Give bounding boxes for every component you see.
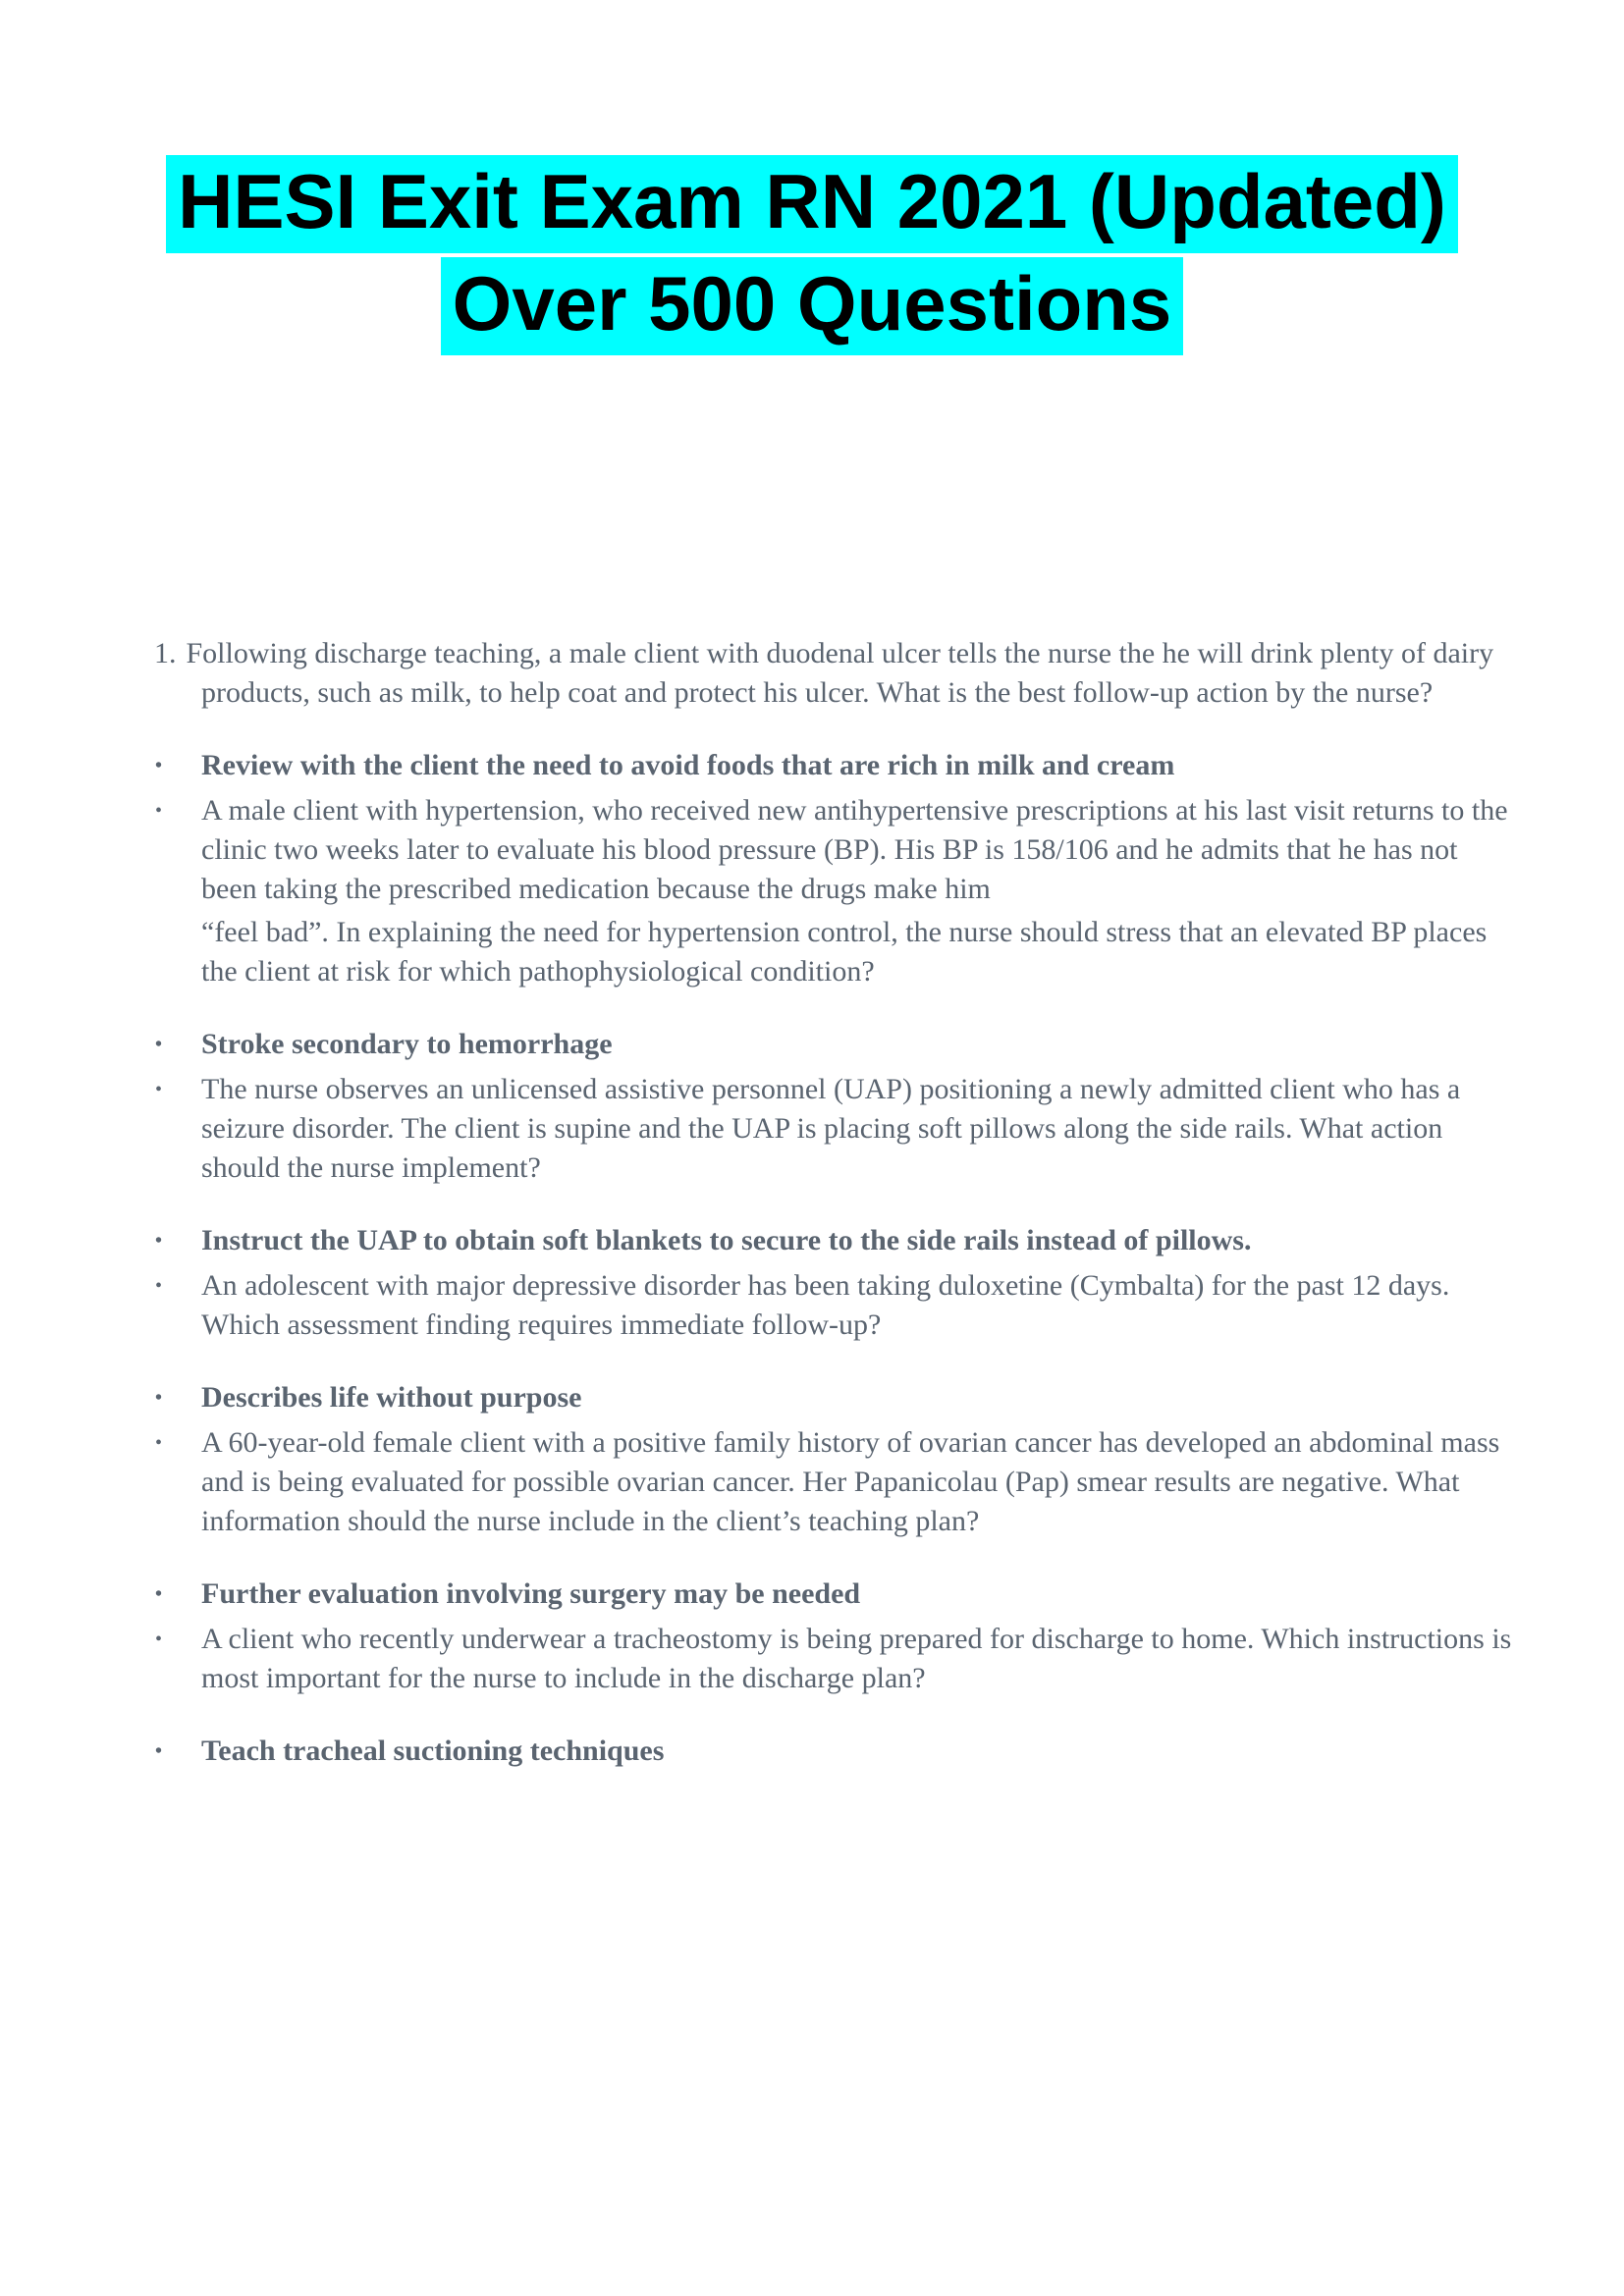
numbered-question <box>154 634 1517 713</box>
bullet-icon: • <box>155 1078 163 1100</box>
title-highlight-2: Over 500 Questions <box>441 257 1184 355</box>
bullet-icon: • <box>155 799 163 822</box>
answer-item <box>155 1378 1517 1417</box>
question-item <box>155 1620 1517 1698</box>
question-number: 1. <box>154 636 177 669</box>
bullet-icon: • <box>155 754 163 776</box>
question-item <box>155 1266 1517 1345</box>
question-item <box>155 1423 1517 1541</box>
bullet-icon: • <box>155 1739 163 1762</box>
answer-item <box>155 746 1517 785</box>
question-text: A client who recently underwear a tracheostomy is being prepared for discharge to home. Which instructions is most important for the nurse to include in the discharge plan? <box>201 1622 1512 1694</box>
answer-item <box>155 1221 1517 1260</box>
question-list <box>0 634 1624 1771</box>
answer-text: Teach tracheal suctioning techniques <box>201 1734 665 1767</box>
question-item <box>155 1070 1517 1188</box>
question-text: A 60-year-old female client with a positive family history of ovarian cancer has developed an abdominal mass and is being evaluated for possible ovarian cancer. Her Papanicolau (Pap) smear results are negative. What information should the nurse include in the client’s teaching plan? <box>201 1425 1500 1537</box>
bullet-icon: • <box>155 1033 163 1055</box>
bullet-icon: • <box>155 1628 163 1650</box>
bullet-icon: • <box>155 1274 163 1297</box>
question-text: The nurse observes an unlicensed assistive personnel (UAP) positioning a newly admitted client who has a seizure disorder. The client is supine and the UAP is placing soft pillows along the side rails. What action should the nurse implement? <box>201 1072 1461 1184</box>
title-line-2 <box>0 257 1624 355</box>
title-highlight-1: HESI Exit Exam RN 2021 (Updated) <box>166 155 1458 253</box>
answer-item <box>155 1732 1517 1771</box>
question-item <box>155 791 1517 991</box>
answer-text: Further evaluation involving surgery may be needed <box>201 1576 861 1610</box>
question-text: A male client with hypertension, who received new antihypertensive prescriptions at his last visit returns to the clinic two weeks later to evaluate his blood pressure (BP). His BP is 158/106 and he admits that he has not been taking the prescribed medication because the drugs make him <box>201 793 1508 905</box>
answer-text: Describes life without purpose <box>201 1380 582 1414</box>
question-text: Following discharge teaching, a male client with duodenal ulcer tells the nurse the he will drink plenty of dairy products, such as milk, to help coat and protect his ulcer. What is the best follow-up action by the nurse? <box>186 636 1494 709</box>
bullet-icon: • <box>155 1582 163 1605</box>
answer-item <box>155 1575 1517 1614</box>
bullet-icon: • <box>155 1386 163 1409</box>
answer-text: Stroke secondary to hemorrhage <box>201 1027 613 1060</box>
question-text: An adolescent with major depressive disorder has been taking duloxetine (Cymbalta) for the past 12 days. Which assessment finding requires immediate follow-up? <box>201 1268 1450 1341</box>
bullet-icon: • <box>155 1431 163 1454</box>
question-text-continued: “feel bad”. In explaining the need for hypertension control, the nurse should stress that an elevated BP places the client at risk for which pathophysiological condition? <box>201 915 1488 988</box>
bullet-icon: • <box>155 1229 163 1252</box>
document-title <box>0 0 1624 355</box>
answer-text: Instruct the UAP to obtain soft blankets to secure to the side rails instead of pillows. <box>201 1223 1252 1256</box>
answer-text: Review with the client the need to avoid foods that are rich in milk and cream <box>201 748 1175 781</box>
answer-item <box>155 1025 1517 1064</box>
title-line-1 <box>0 155 1624 253</box>
